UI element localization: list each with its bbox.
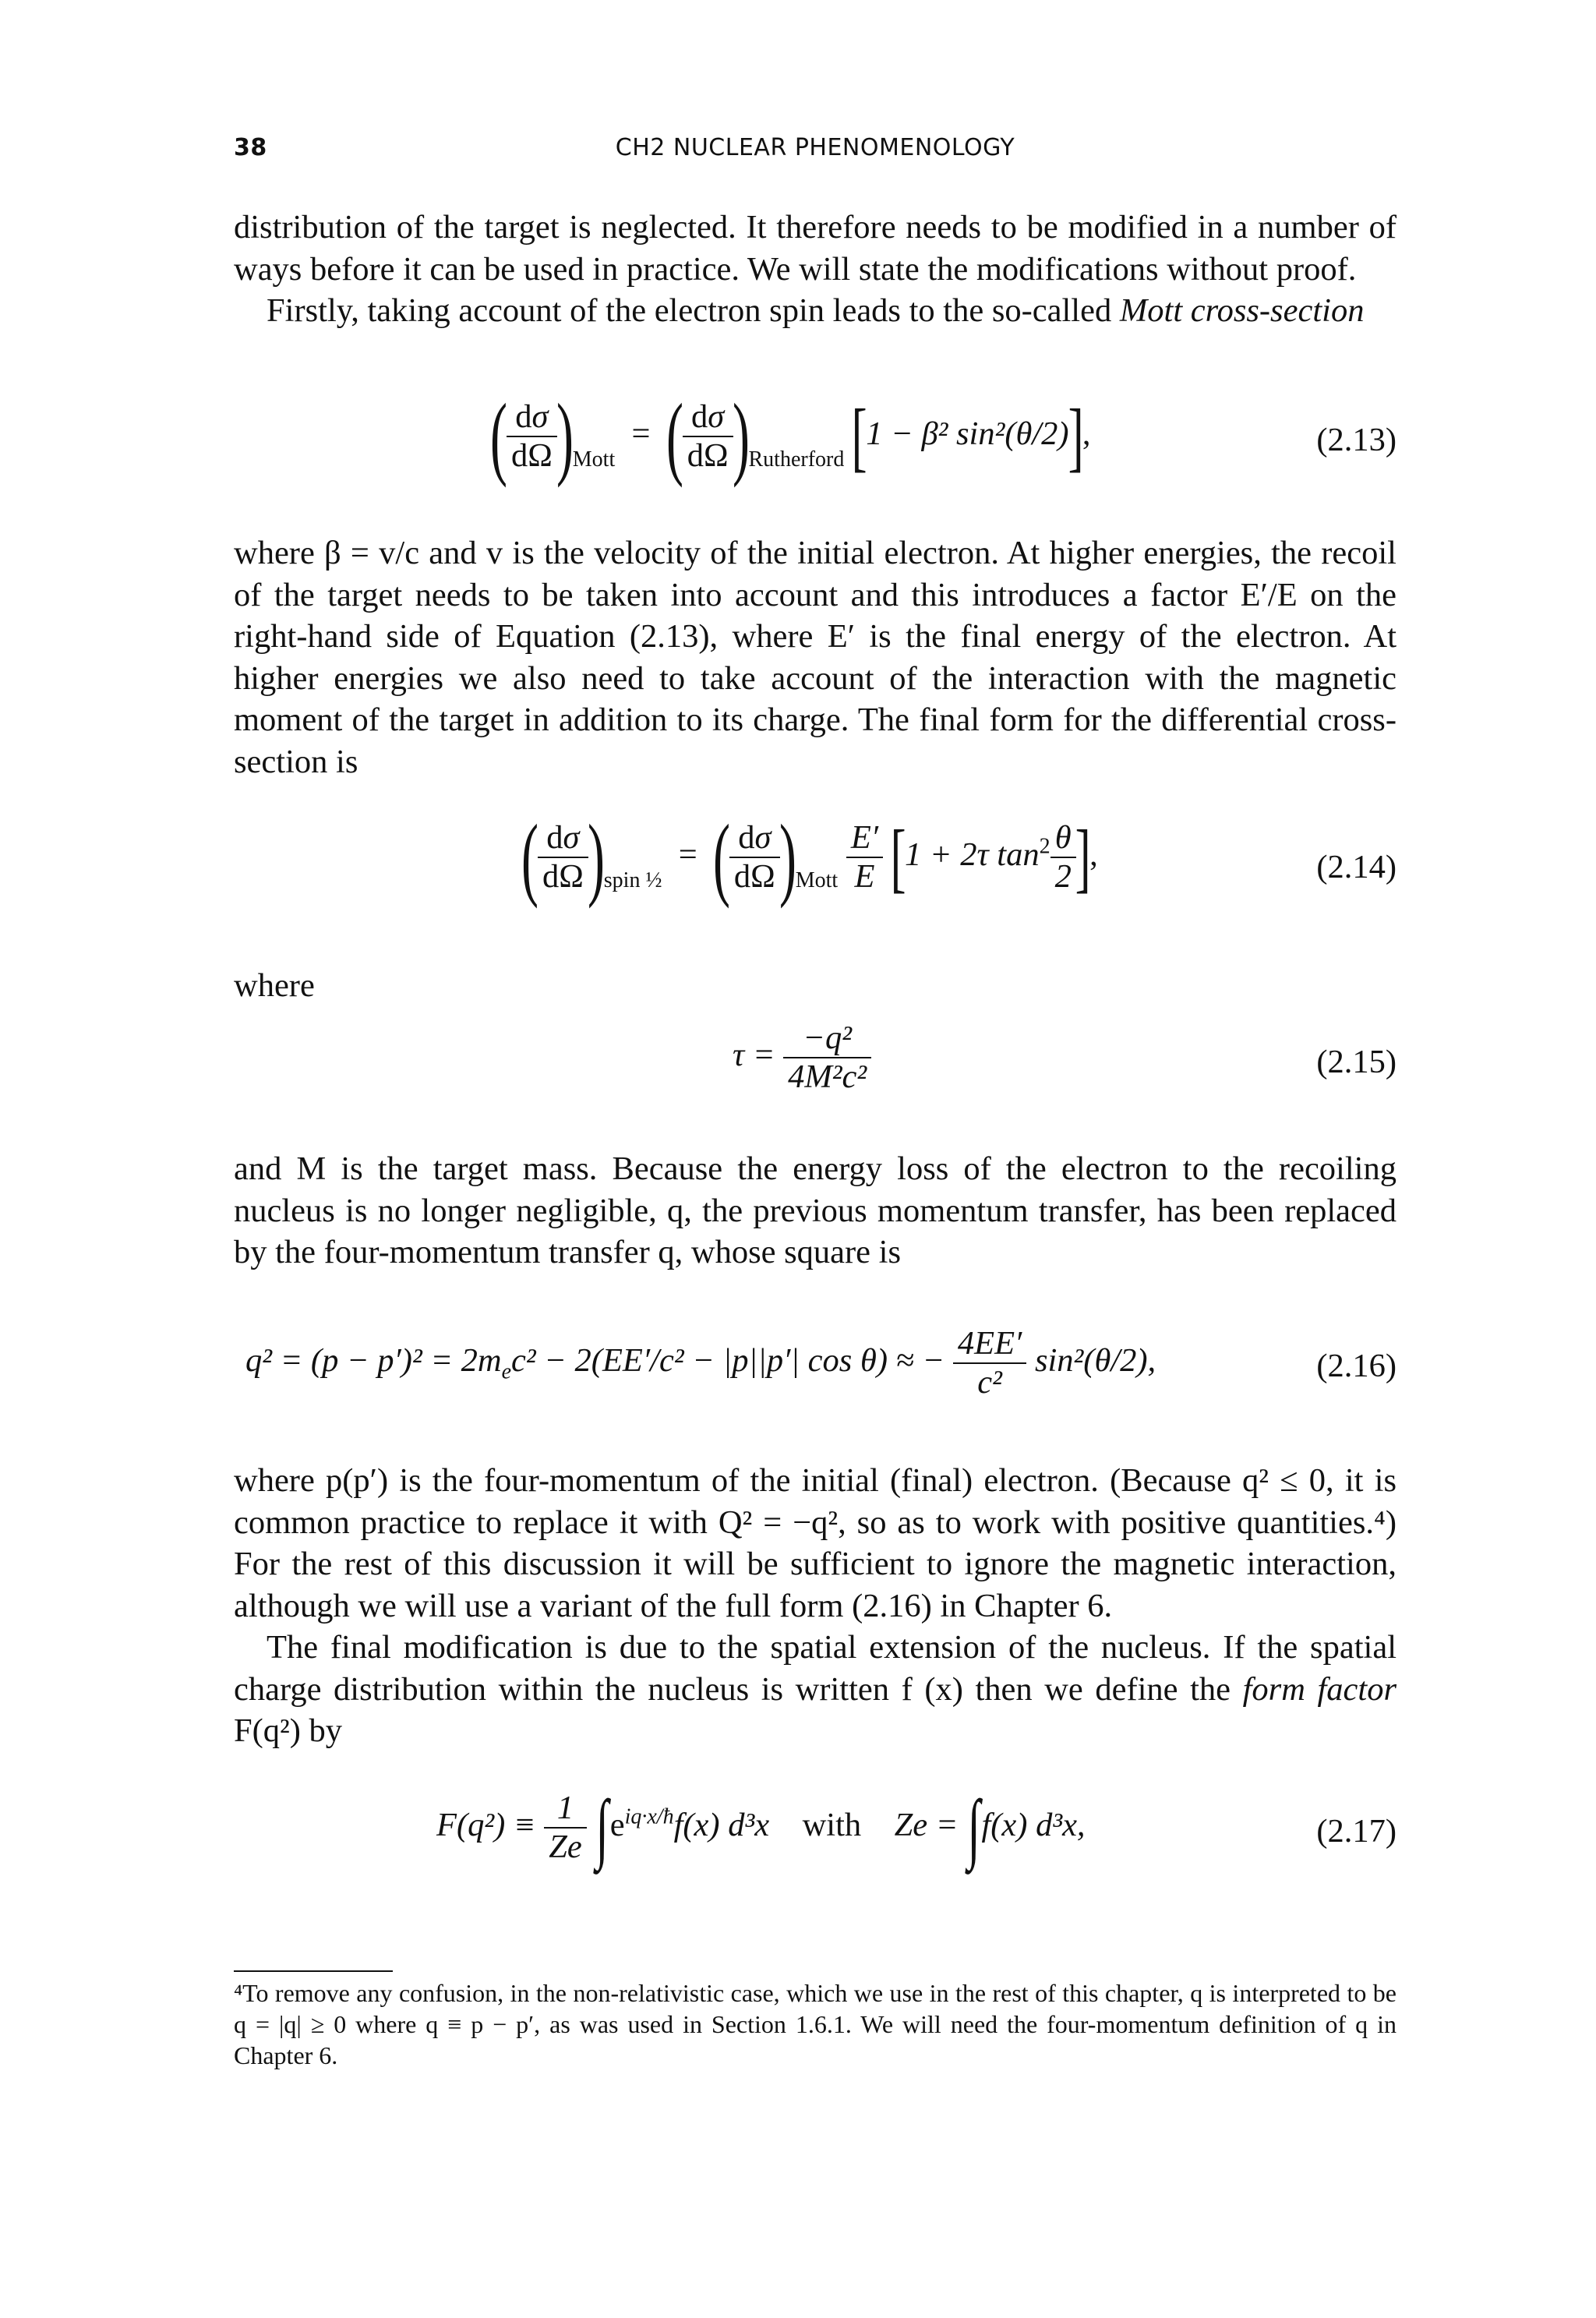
eq16-tail: sin²(θ/2), [1034, 1341, 1156, 1379]
eq17-e: e [609, 1806, 625, 1843]
footnote-4: ⁴To remove any confusion, in the non-relativistic case, which we use in the rest of this chapter, q is interpreted to be q = |q| ≥ 0 where q ≡ p − p′, as was used in Section 1.6.1. We will need the four-momentum definition of q in Chapter 6. [234, 1979, 1396, 2069]
paragraph-6-text: The final modification is due to the spatial extension of the nucleus. If the spatial charge distribution within the nucleus is written f (x) then we define the [234, 1629, 1396, 1708]
equation-2-15-body [733, 1019, 871, 1096]
eq17-num: 1 [544, 1790, 587, 1829]
running-header [234, 134, 1396, 173]
eq13-sub-right: Rutherford [748, 447, 845, 472]
eq17-rhs-lhs: Ze = [894, 1806, 959, 1843]
eq16-num: 4EE′ [953, 1325, 1026, 1364]
integral-sign-icon: ∫ [595, 1784, 609, 1871]
equation-2-17-body [436, 1784, 1086, 1871]
paragraph-2-text: Firstly, taking account of the electron spin leads to the so-called [267, 292, 1120, 329]
equation-2-14 [234, 805, 1396, 928]
eq17-with: with [802, 1806, 862, 1843]
equation-number-2-13: (2.13) [1316, 422, 1396, 458]
equation-2-14-body: ( $\frac{d\sigma}{d\Omega}$ )$_{spin \frac{1}{2}}$ = ( $\frac{d\sigma}{d\Omega}$ )$_{Mott}$ $\frac{E'}{E}$ [1 + 2τ $\tan^2$ $\frac{\theta}{2}$ ], [521, 805, 1098, 909]
eq13-rhs: 1 − β² sin²(θ/2) [866, 415, 1069, 452]
paragraph-3: where β = v/c and v is the velocity of the initial electron. At higher energies, the recoil of the target needs to be taken into account and this introduces a factor E′/E on the right-hand side of Equation (2.13), where E′ is the final energy of the electron. At higher energies we also need to take account of the interaction with the magnetic moment of the target in addition to its charge. The final form for the differential cross-section is [234, 535, 1396, 780]
eq16-den: c² [977, 1364, 1002, 1401]
eq16-mid: c² − 2(EE′/c² − |p||p′| cos θ) ≈ − [511, 1341, 945, 1379]
eq14-bracket-text: 1 + 2τ tan [905, 836, 1040, 873]
page-number: 38 [234, 134, 267, 161]
eq14-sub-right: Mott [795, 867, 839, 892]
eq17-den: Ze [549, 1829, 582, 1865]
eq17-lhs: F(q²) ≡ [436, 1806, 536, 1843]
eq17-rest: f(x) d³x [673, 1806, 770, 1843]
paragraph-6 [234, 1627, 1396, 1752]
where-text: where [234, 967, 315, 1004]
eq14-sub-left: spin ½ [603, 867, 662, 892]
eq17-exp: iq·x/ħ [624, 1804, 674, 1829]
eq14-two: 2 [1054, 858, 1072, 895]
eq14-factor-num: E′ [846, 819, 883, 858]
paragraph-6-tail: F(q²) by [234, 1712, 343, 1749]
equation-number-2-15: (2.15) [1316, 1044, 1396, 1080]
equation-2-15 [234, 1019, 1396, 1105]
form-factor-term: form factor [1242, 1670, 1396, 1708]
equation-2-17 [234, 1784, 1396, 1882]
paragraph-1: distribution of the target is neglected. It therefore needs to be modified in a number of ways before it can be used in practice. We will state the modifications without proof. [234, 209, 1396, 288]
equation-2-16 [234, 1325, 1396, 1411]
equation-2-16-body: $q^2 = (p - p')^2 = 2m_ec^2 - 2(EE'/c^2 - |p||p'|$ cos θ) ≈ − $\frac{4EE'}{\text{c²}}$ sin²(θ/2), [245, 1325, 1156, 1401]
eq13-tail: , [1082, 415, 1091, 452]
eq13-sub-left: Mott [572, 447, 616, 472]
mott-cross-section-term: Mott cross-section [1119, 292, 1365, 329]
chapter-title: CH2 NUCLEAR PHENOMENOLOGY [615, 134, 1015, 161]
eq15-lhs: τ = [733, 1036, 775, 1073]
equation-2-13-body: ( $\frac{d\sigma}{d\Omega}$ )$_{Mott}$ = ( $\frac{d\sigma}{d\Omega}$ )$_{Rutherford}$ [1 − β² sin²(θ/2)], [489, 384, 1091, 488]
eq15-den: 4M²c² [788, 1058, 867, 1095]
equation-number-2-16: (2.16) [1316, 1348, 1396, 1384]
paragraph-2 [234, 290, 1396, 332]
eq17-rhs-rest: f(x) d³x, [981, 1806, 1086, 1843]
equation-number-2-14: (2.14) [1316, 849, 1396, 885]
paragraph-5: where p(p′) is the four-momentum of the initial (final) electron. (Because q² ≤ 0, it is common practice to replace it with Q² = −q², so as to work with positive quantities.⁴) For the rest of this discussion it will be sufficient to ignore the magnetic interaction, although we will use a variant of the full form (2.16) in Chapter 6. [234, 1462, 1396, 1624]
eq14-tail: , [1089, 836, 1098, 873]
eq14-theta: θ [1050, 819, 1076, 858]
eq14-factor-den: E [854, 858, 875, 895]
footnote-divider [234, 1970, 393, 1972]
equation-number-2-17: (2.17) [1316, 1813, 1396, 1850]
eq15-num: −q² [783, 1019, 871, 1058]
paragraph-4: and M is the target mass. Because the energy loss of the electron to the recoiling nucleus is no longer negligible, q, the previous momentum transfer, has been replaced by the four-momentum transfer q, whose square is [234, 1150, 1396, 1270]
eq16-lhs: q² = (p − p′)² = 2m [245, 1341, 502, 1379]
equation-2-13 [234, 384, 1396, 499]
integral-sign-icon-2: ∫ [967, 1784, 980, 1871]
